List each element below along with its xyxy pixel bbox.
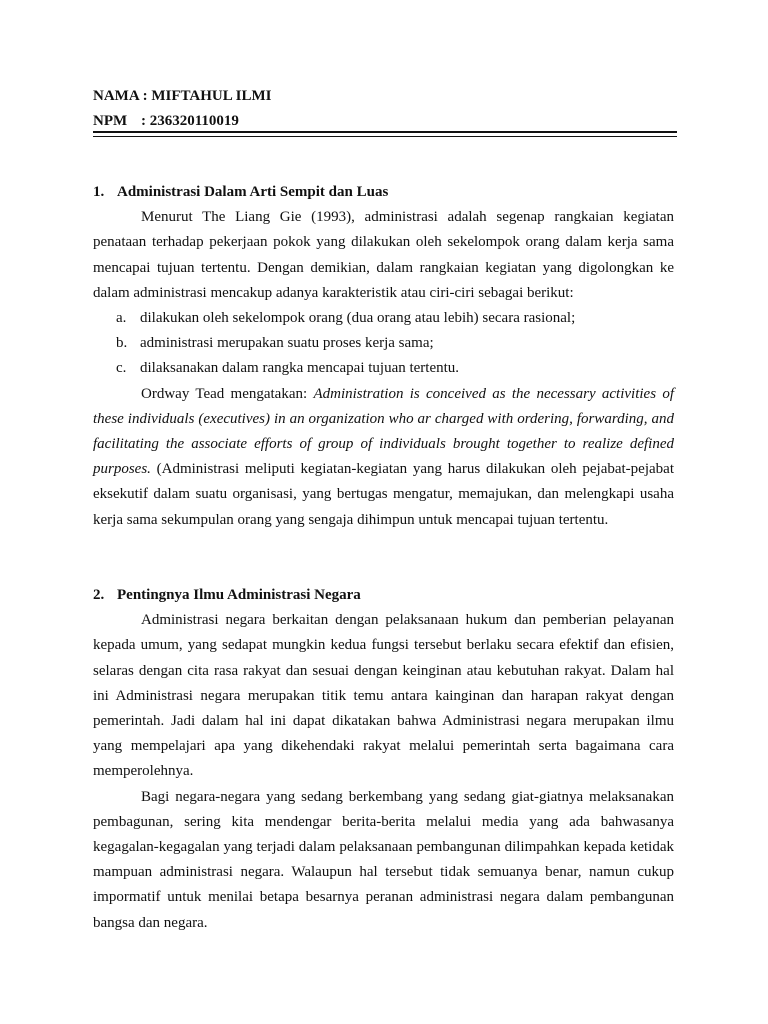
header-rule-thick bbox=[93, 131, 677, 133]
list-item bbox=[93, 331, 674, 356]
npm-label: NPM bbox=[93, 113, 128, 129]
section-2-paragraph-1: Administrasi negara berkaitan dengan pelaksanaan hukum dan pemberian pelayanan kepada umum, yang sedapat mungkin kedua fungsi tersebut berlaku secara efektif dan efisien, selaras dengan cita rasa rakyat dan sesuai dengan keinginan atau kebutuhan rakyat. Dalam hal ini Administrasi negara merupakan titik temu antara kainginan dan harapan rakyat dengan pemerintah. Jadi dalam hal ini dapat dikatakan bahwa Administrasi negara merupakan ilmu yang mempelajari apa yang dikehendaki rakyat melalui pemerintah serta bagaimana cara memperolehnya. bbox=[93, 612, 674, 780]
section-1-paragraph-1: Menurut The Liang Gie (1993), administrasi adalah segenap rangkaian kegiatan penataan terhadap pekerjaan pokok yang dilakukan oleh sekelompok orang dalam kerja sama mencapai tujuan tertentu. Dengan demikian, dalam rangkaian kegiatan yang digolongkan ke dalam administrasi mencakup adanya karakteristik atau ciri-ciri sebagai berikut: bbox=[93, 209, 674, 301]
list-item-text: dilaksanakan dalam rangka mencapai tujuan tertentu. bbox=[140, 360, 460, 377]
student-name: NAMA : MIFTAHUL ILMI bbox=[93, 88, 272, 104]
section-2-title: Pentingnya Ilmu Administrasi Negara bbox=[117, 587, 361, 603]
list-item-text: administrasi merupakan suatu proses kerja sama; bbox=[140, 335, 434, 352]
list-marker: c. bbox=[116, 360, 127, 377]
section-1-paragraph-2 bbox=[93, 382, 674, 533]
list-item-text: dilakukan oleh sekelompok orang (dua orang atau lebih) secara rasional; bbox=[140, 310, 576, 327]
list-item bbox=[93, 356, 674, 381]
list-marker: a. bbox=[116, 310, 127, 327]
quote-translation: (Administrasi meliputi kegiatan-kegiatan yang harus dilakukan oleh pejabat-pejabat eksekutif dalam suatu organisasi, yang bertugas mengatur, memajukan, dan melengkapi usaha kerja sama sekumpulan orang yang sengaja dihimpun untuk mencapai tujuan tertentu. bbox=[93, 461, 674, 528]
section-1-title: Administrasi Dalam Arti Sempit dan Luas bbox=[117, 184, 389, 200]
header-rule-thin bbox=[93, 136, 677, 137]
section-1 bbox=[93, 180, 674, 533]
section-2-number: 2. bbox=[93, 587, 105, 603]
section-1-heading bbox=[93, 180, 674, 205]
student-npm bbox=[93, 111, 239, 131]
section-2-heading bbox=[93, 583, 674, 608]
npm-value: : 236320110019 bbox=[141, 113, 239, 129]
section-2 bbox=[93, 583, 674, 936]
section-1-number: 1. bbox=[93, 184, 105, 200]
quote-lead: Ordway Tead mengatakan: bbox=[141, 385, 314, 402]
section-2-paragraph-2: Bagi negara-negara yang sedang berkembang yang sedang giat-giatnya melaksanakan pembagunan, sering kita mendengar berita-berita melalui media yang ada bahwasanya kegagalan-kegagalan yang terjadi dalam pelaksanaan pembangunan dilimpahkan kepada ketidak mampuan administrasi negara. Walaupun hal tersebut tidak semuanya benar, namun cukup impormatif untuk menilai betapa besarnya peranan administrasi negara dalam pembangunan bangsa dan negara. bbox=[93, 788, 674, 931]
list-item bbox=[93, 306, 674, 331]
english-quote: Administration is conceived as the necessary activities of these individuals (executives) in an organization who ar charged with ordering, forwarding, and facilitating the associate efforts of group of individuals brought together to realize defined purposes. bbox=[93, 385, 674, 478]
list-marker: b. bbox=[116, 335, 128, 352]
characteristics-list bbox=[93, 306, 674, 382]
